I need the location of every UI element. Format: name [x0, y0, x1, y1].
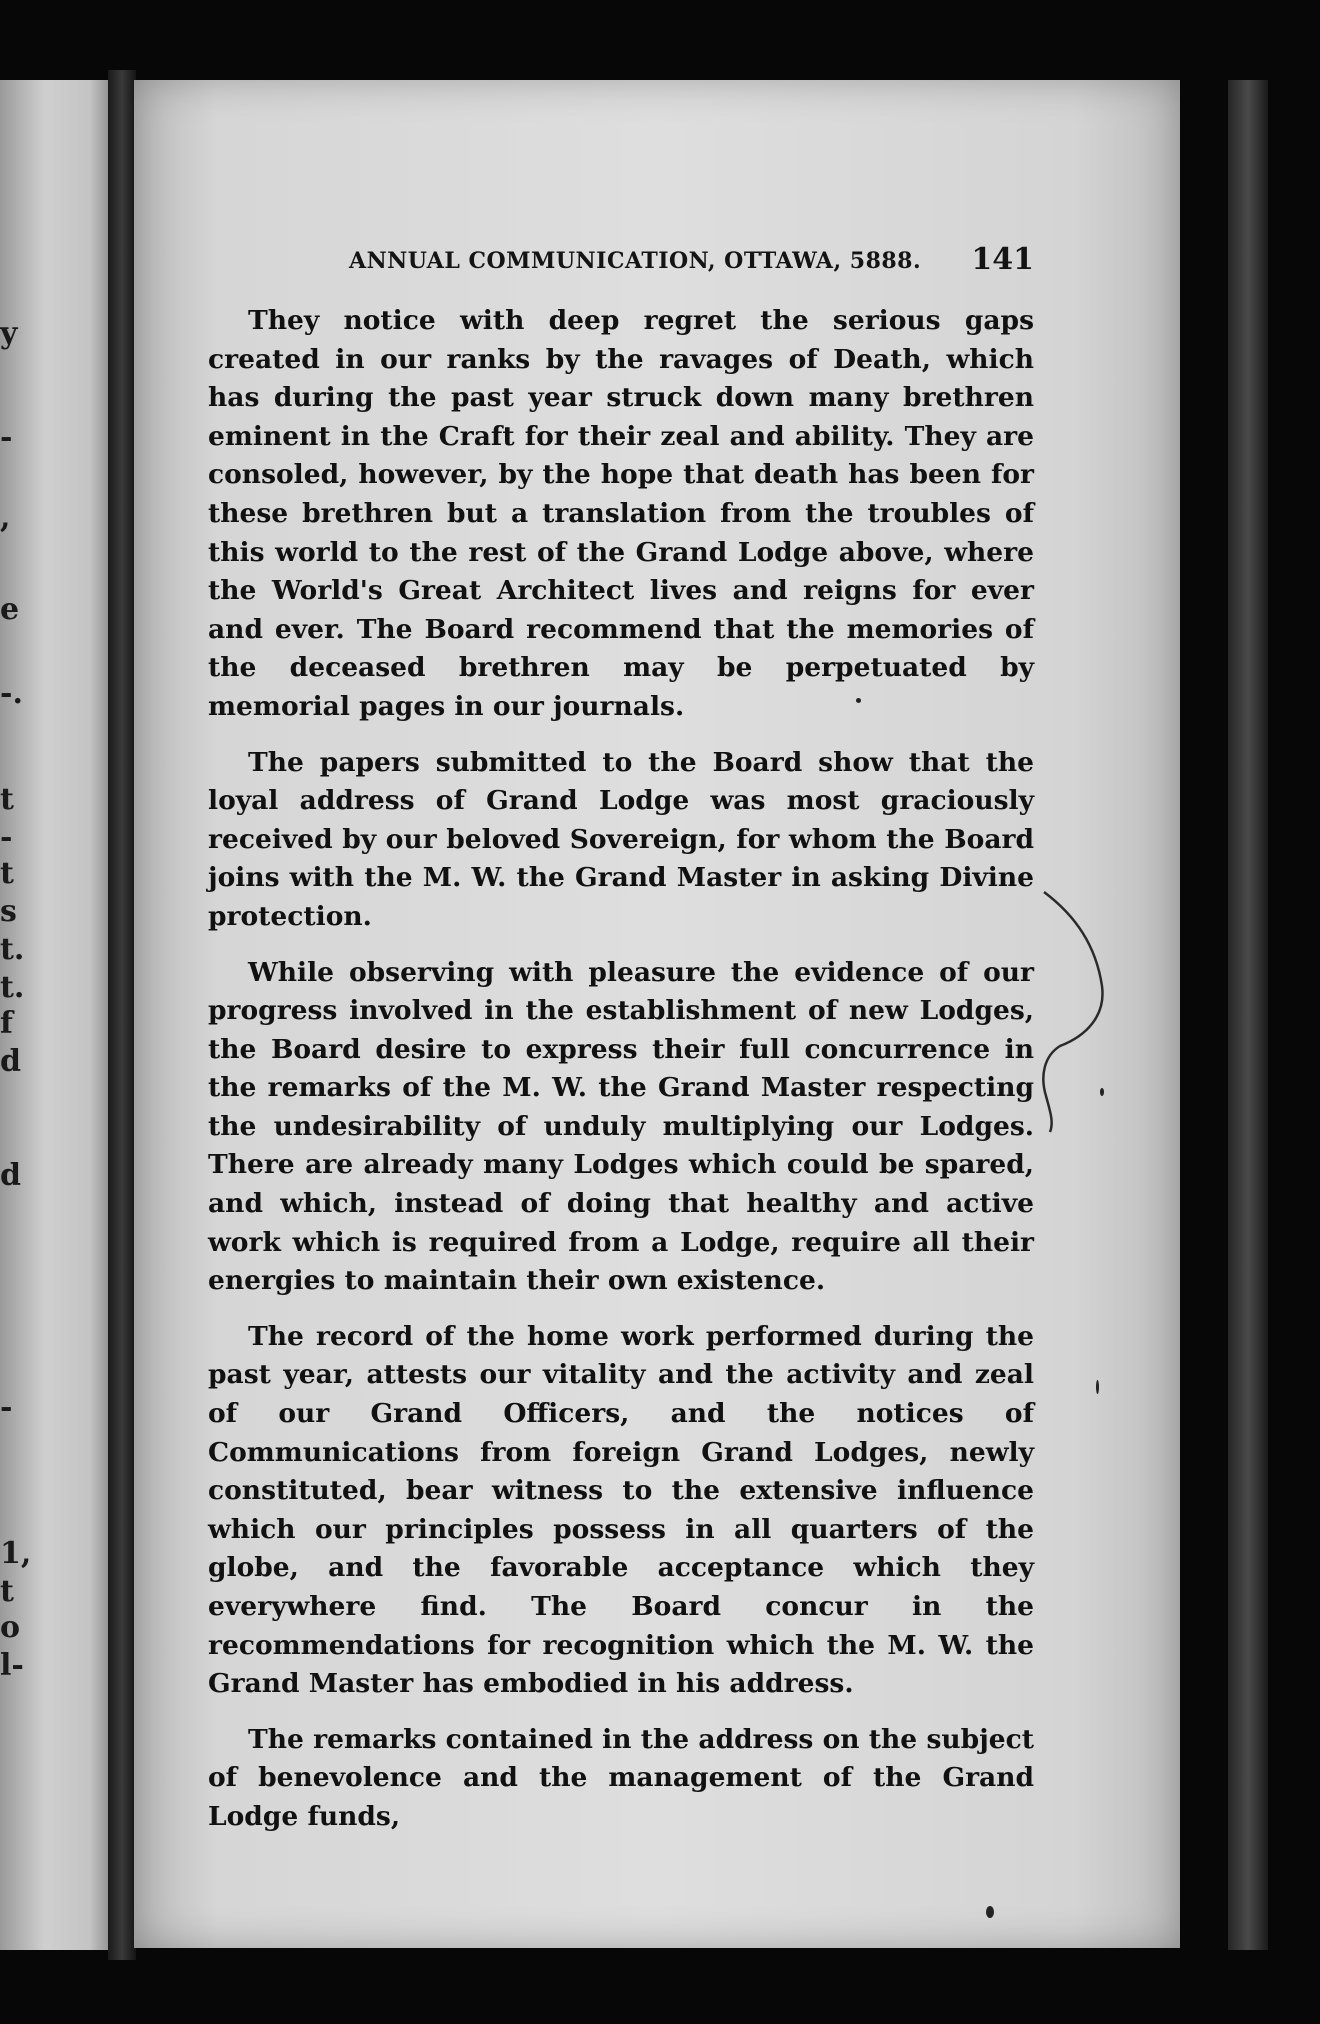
- margin-fragment: -.: [0, 676, 23, 711]
- running-head: ANNUAL COMMUNICATION, OTTAWA, 5888.: [349, 248, 922, 274]
- ink-speck: [1096, 1380, 1099, 1394]
- margin-fragment: s: [0, 894, 17, 929]
- page-number: 141: [971, 242, 1034, 277]
- paragraph: The papers submitted to the Board show that the loyal address of Grand Lodge was most graciously received by our beloved Sovereign, for whom the Board joins with the M. W. the Grand Master in asking Divine protection.: [208, 746, 1034, 932]
- body-text: [208, 302, 1034, 1854]
- margin-fragment: t.: [0, 932, 25, 967]
- margin-fragment: 1,: [0, 1536, 32, 1571]
- ink-speck: [856, 698, 861, 703]
- margin-fragment: y: [0, 316, 18, 351]
- margin-fragment: l-: [0, 1648, 24, 1683]
- margin-fragment: -: [0, 820, 13, 855]
- adjacent-page-edge: [0, 80, 112, 1950]
- margin-fragment: -: [0, 1390, 13, 1425]
- margin-fragment: o: [0, 1610, 21, 1645]
- margin-fragment: t: [0, 856, 14, 891]
- margin-fragment: d: [0, 1044, 21, 1079]
- paragraph: The remarks contained in the address on the subject of benevolence and the management of the Grand Lodge funds,: [208, 1723, 1034, 1832]
- margin-fragment: f: [0, 1006, 13, 1041]
- page-edge-shadow: [1228, 80, 1268, 1950]
- margin-fragment: t: [0, 782, 14, 817]
- paragraph: The record of the home work performed during the past year, attests our vitality and the activity and zeal of our Grand Officers, and the notices of Communications from foreign Grand Lodges, newly constituted, bear witness to the extensive influence which our principles possess in all quarters of the globe, and the favorable acceptance which they everywhere find. The Board concur in the recommendations for recognition which the M. W. the Grand Master has embodied in his address.: [208, 1320, 1034, 1700]
- margin-fragment: e: [0, 592, 20, 627]
- page-gutter: [108, 70, 136, 1960]
- margin-fragment: -: [0, 420, 13, 455]
- ink-speck: [986, 1906, 994, 1918]
- margin-fragment: t: [0, 1574, 14, 1609]
- paragraph: They notice with deep regret the serious gaps created in our ranks by the ravages of Death, which has during the past year struck down many brethren eminent in the Craft for their zeal and ability. They are consoled, however, by the hope that death has been for these brethren but a translation from the troubles of this world to the rest of the Grand Lodge above, where the World's Great Architect lives and reigns for ever and ever. The Board recommend that the memories of the deceased brethren may be perpetuated by memorial pages in our journals.: [208, 305, 1034, 722]
- ink-speck: [1100, 1088, 1104, 1096]
- paragraph: While observing with pleasure the evidence of our progress involved in the establishment of new Lodges, the Board desire to express their full concurrence in the remarks of the M. W. the Grand Master respecting the undesirability of unduly multiplying our Lodges. There are already many Lodges which could be spared, and which, instead of doing that healthy and active work which is required from a Lodge, require all their energies to maintain their own existence.: [208, 956, 1034, 1297]
- handwritten-bracket-mark: [1036, 886, 1116, 1136]
- page-header: [214, 242, 1034, 282]
- margin-fragment: t.: [0, 970, 25, 1005]
- margin-fragment: ,: [0, 500, 11, 535]
- margin-fragment: d: [0, 1158, 21, 1193]
